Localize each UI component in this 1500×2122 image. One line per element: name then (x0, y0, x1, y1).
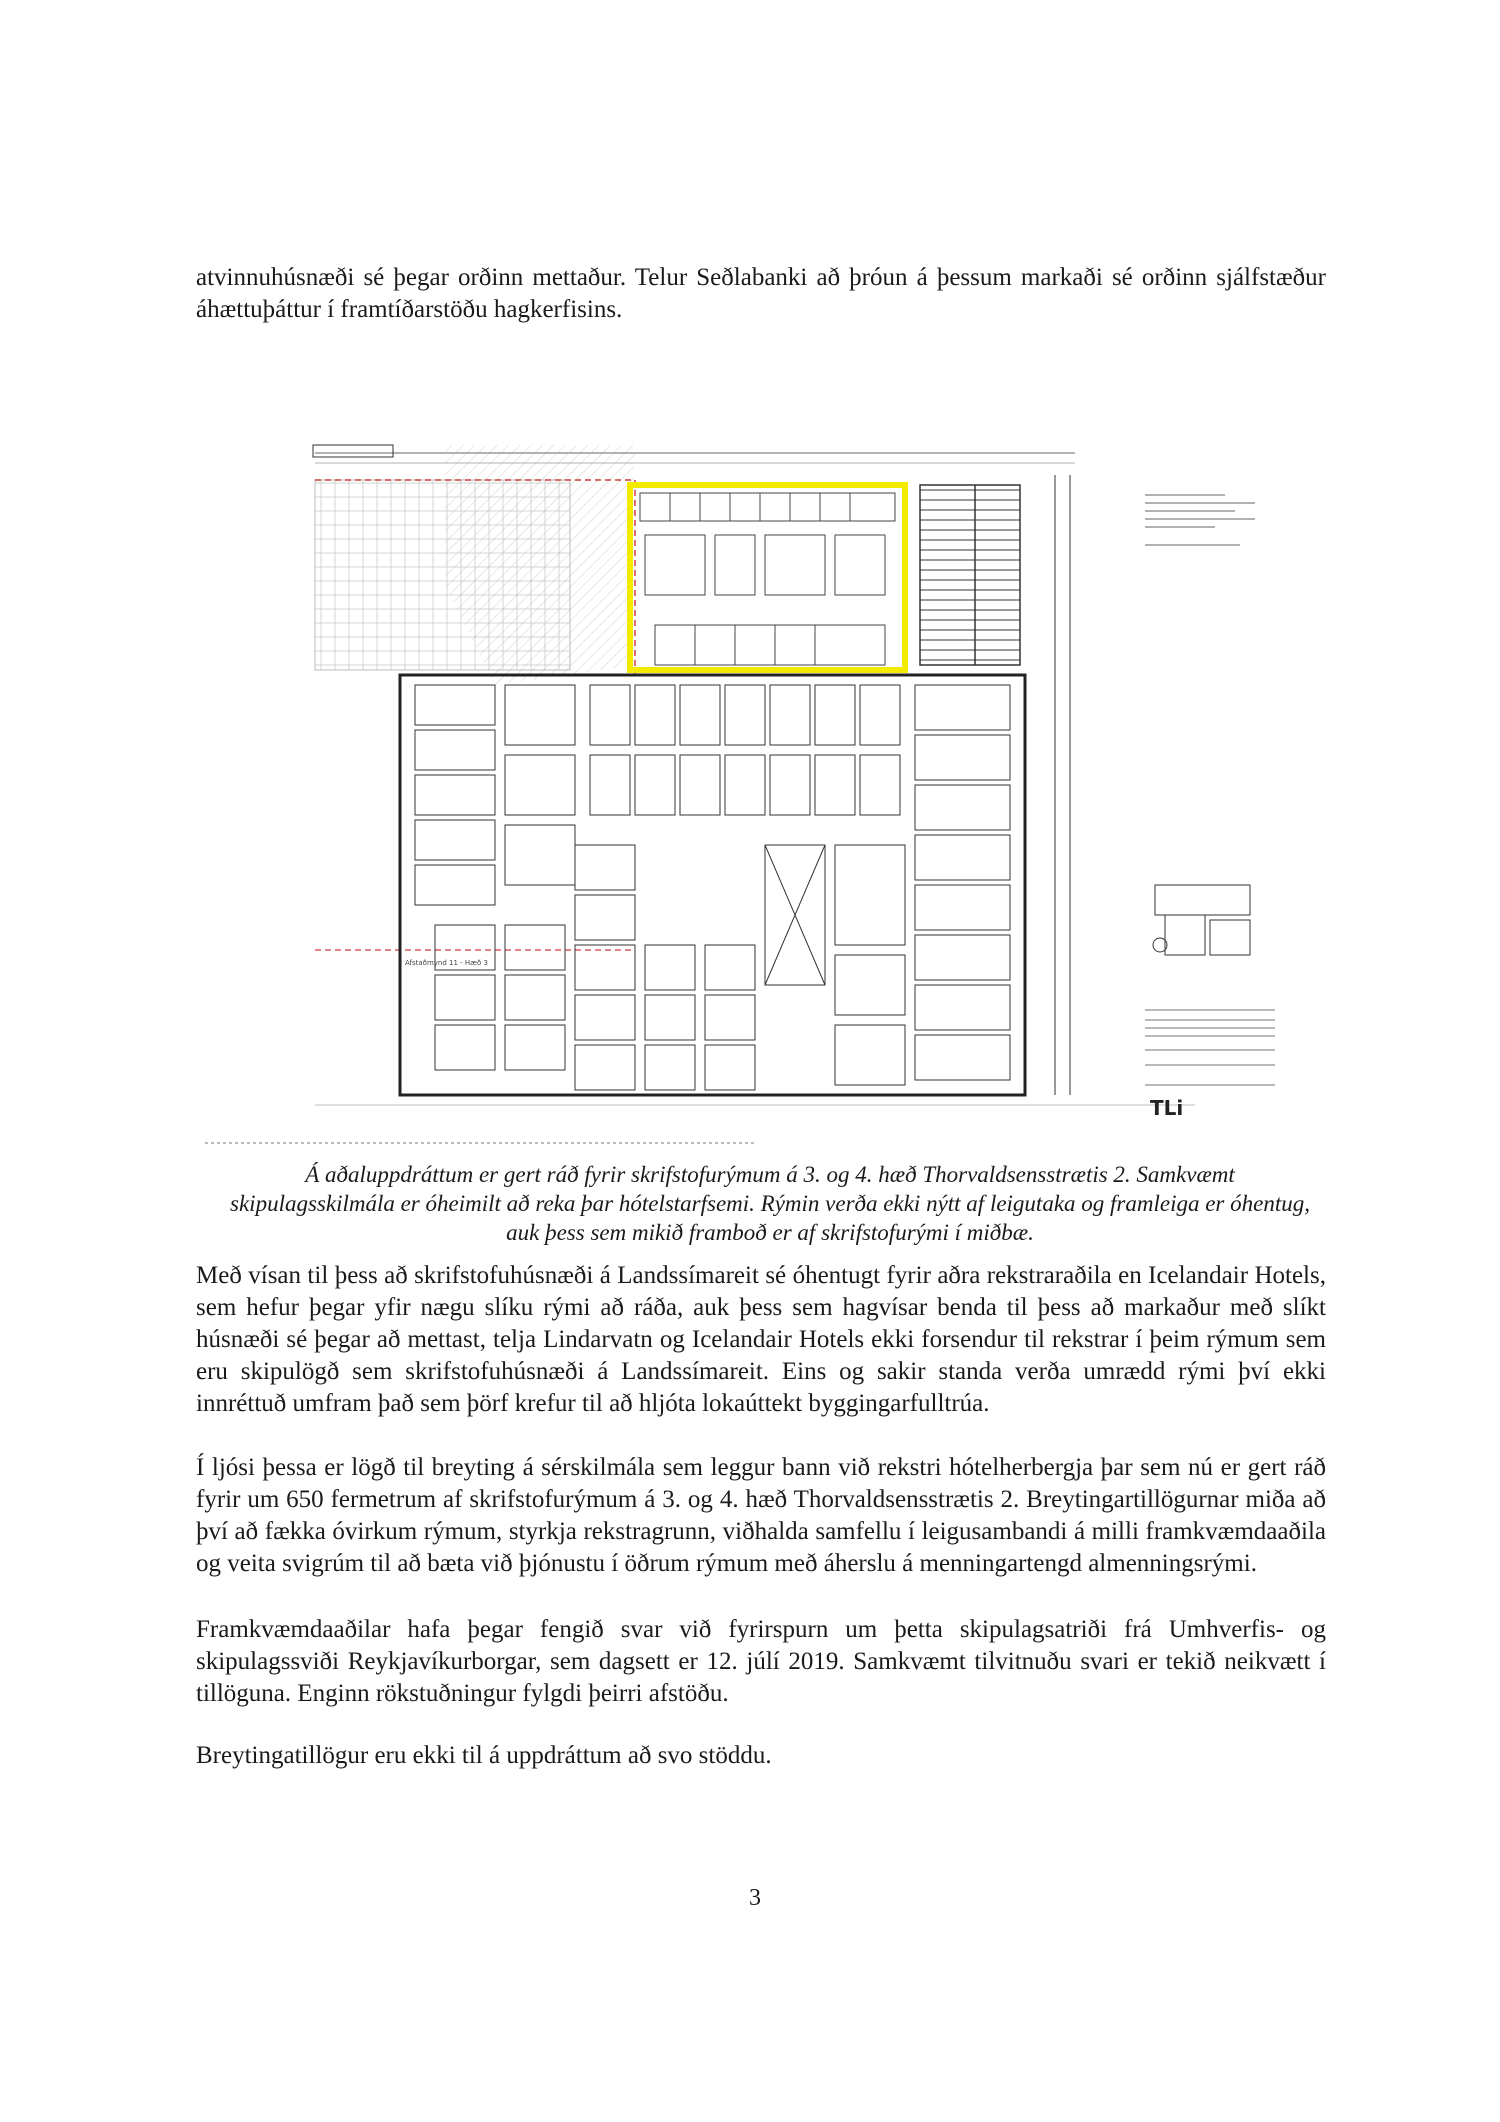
page-number: 3 (749, 1885, 761, 1911)
paragraph-4: Framkvæmdaaðilar hafa þegar fengið svar við fyrirspurn um þetta skipulagsatriði frá Umhverfis- og skipulagssviði Reykjavíkurborgar, sem dagsett er 12. júlí 2019. Samkvæmt tilvitnuðu svari er tekið neikvætt í tillöguna. Enginn rökstuðningur fylgdi þeirri afstöðu. (196, 1616, 1326, 1707)
paragraph-intro: atvinnuhúsnæði sé þegar orðinn mettaður. Telur Seðlabanki að þróun á þessum markaði sé orðinn sjálfstæður áhættuþáttur í framtíðarstöðu hagkerfisins. (196, 264, 1326, 323)
plan-title-box (313, 445, 393, 457)
paragraph-5: Breytingatillögur eru ekki til á uppdráttum að svo stöddu. (196, 1742, 772, 1769)
floor-plan-drawing (195, 385, 1340, 1155)
site-key-map (1153, 885, 1250, 955)
title-block (1145, 1010, 1275, 1085)
paragraph-2: Með vísan til þess að skrifstofuhúsnæði á Landssímareit sé óhentugt fyrir aðra rekstraraðila en Icelandair Hotels, sem hefur þegar yfir nægu slíku rými að ráða, auk þess sem hagvísar benda til þess að markaður með slíkt húsnæði sé þegar að mettast, telja Lindarvatn og Icelandair Hotels ekki forsendur til rekstrar í þeim rýmum sem eru skipulögð sem skrifstofuhúsnæði á Landssímareit. Eins og sakir standa verða umrædd rými því ekki innréttuð umfram það sem þörf krefur til að hljóta lokaúttekt byggingarfulltrúa. (196, 1262, 1326, 1417)
paragraph-3: Í ljósi þessa er lögð til breyting á sérskilmála sem leggur bann við rekstri hótelherbergja þar sem nú er gert ráð fyrir um 650 fermetrum af skrifstofurýmum á 3. og 4. hæð Thorvaldsensstrætis 2. Breytingartillögurnar miða að því að fækka óvirkum rýmum, styrkja rekstragrunn, viðhalda samfellu í leigusambandi á milli framkvæmdaaðila og veita svigrúm til að bæta við þjónustu í öðrum rýmum með áherslu á menningartengd almenningsrými. (196, 1454, 1326, 1577)
legend (1145, 495, 1255, 545)
office-space-highlight (630, 485, 905, 670)
roof-structure (920, 485, 1020, 665)
plan-sheet-label: Afstaðmynd 11 - Hæð 3 (405, 959, 489, 967)
architect-logo: TLi (1150, 1096, 1184, 1120)
figure-caption: Á aðaluppdráttum er gert ráð fyrir skrifstofurýmum á 3. og 4. hæð Thorvaldsensstrætis 2. Samkvæmt skipulagsskilmála er óheimilt að reka þar hótelstarfsemi. Rýmin verða ekki nýtt af leigutaka og framleiga er óhentug, auk þess sem mikið framboð er af skrifstofurými í miðbæ. (230, 1162, 1310, 1245)
